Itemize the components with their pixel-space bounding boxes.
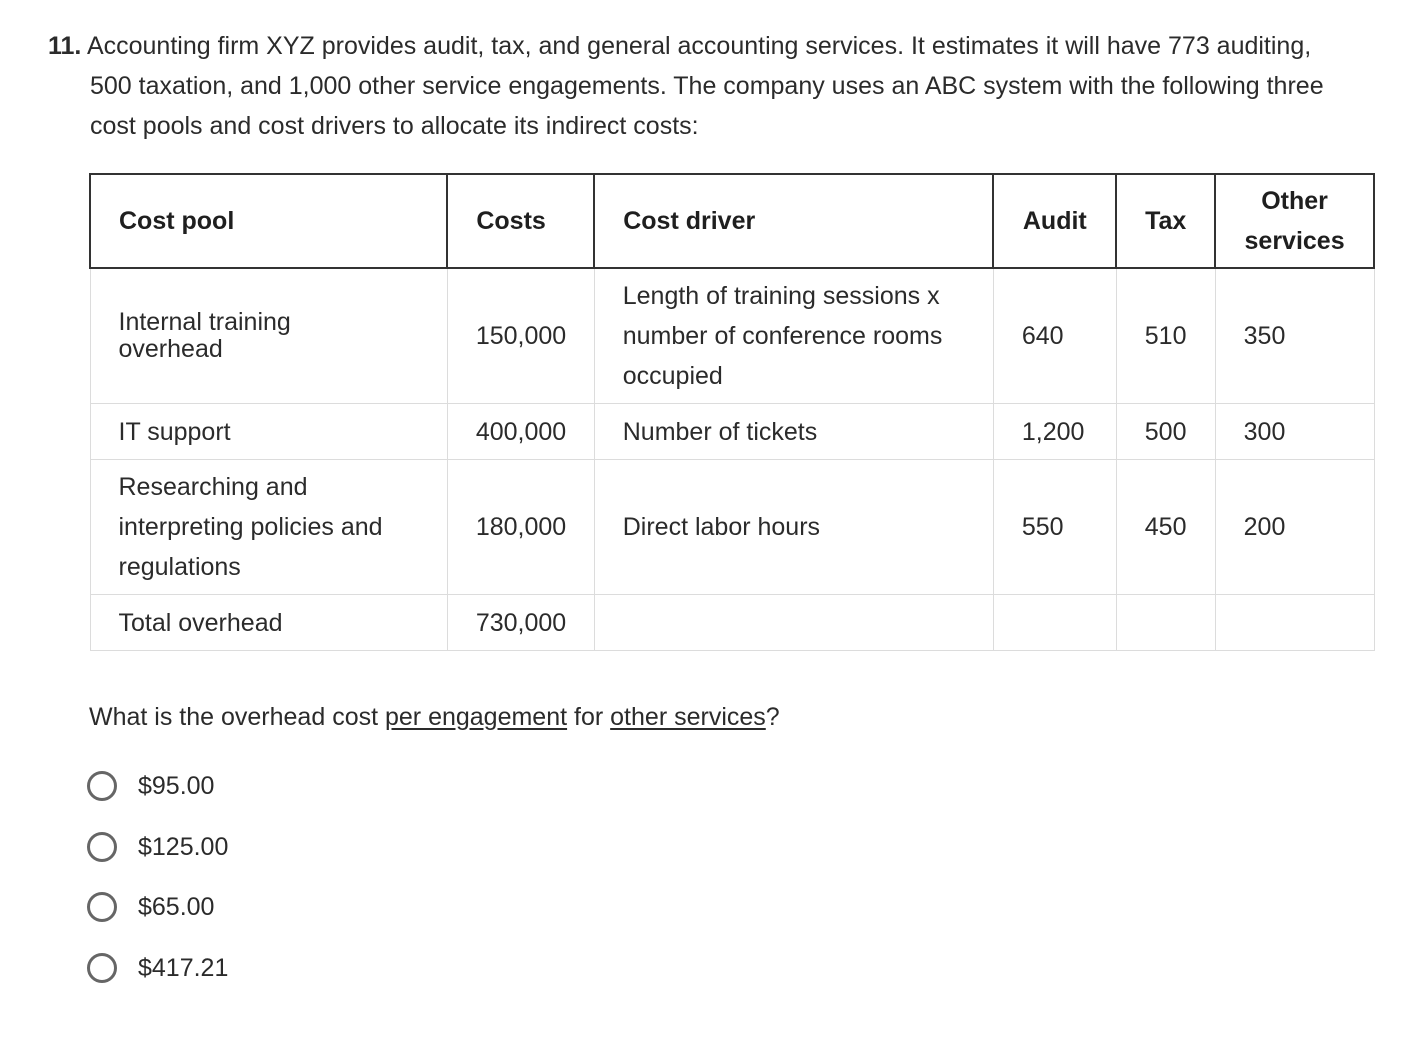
header-tax: Tax: [1116, 174, 1215, 268]
cell-cost-pool: [90, 460, 447, 595]
header-other-line1: Other: [1261, 187, 1328, 215]
cell-tax: 510: [1116, 268, 1215, 404]
cell-audit: 640: [993, 268, 1116, 404]
cell-cost-driver: Direct labor hours: [594, 460, 993, 595]
question-line-1-text: Accounting firm XYZ provides audit, tax, and general accounting services. It estimates it will have 773 auditing,: [81, 32, 1312, 60]
cell-cost-pool: [90, 268, 447, 404]
answer-option-label: $125.00: [138, 832, 229, 861]
header-costs: Costs: [447, 174, 594, 268]
question-line-2: 500 taxation, and 1,000 other service engagements. The company uses an ABC system with the following three: [90, 72, 1324, 100]
cell-cost-pool-line: regulations: [118, 553, 241, 581]
cell-tax: 450: [1116, 460, 1215, 595]
prompt-underline-per-engagement: per engagement: [384, 703, 568, 731]
header-cost-pool: Cost pool: [90, 174, 447, 268]
cell-other-services: 350: [1215, 268, 1374, 404]
cell-cost-driver-line: occupied: [622, 362, 723, 390]
cell-audit: [993, 595, 1116, 651]
answer-option[interactable]: [87, 825, 228, 869]
answer-option[interactable]: [87, 764, 228, 808]
table-row: [90, 460, 1374, 595]
cell-other-services: [1215, 595, 1374, 651]
question-number: 11.: [48, 32, 82, 60]
cell-cost-pool-line: overhead: [118, 335, 223, 363]
cell-cost-driver-line: Length of training sessions x: [622, 282, 940, 310]
question-line-1: [48, 26, 1378, 66]
question-prompt: [89, 697, 780, 737]
cell-cost-driver: [594, 595, 993, 651]
answer-option-label: $65.00: [138, 893, 215, 921]
cell-audit: 550: [993, 460, 1116, 595]
cell-cost-driver: Number of tickets: [594, 404, 993, 460]
answer-option[interactable]: [87, 946, 228, 990]
header-other-services: [1215, 174, 1374, 268]
prompt-text-before: What is the overhead cost: [89, 703, 385, 731]
cell-cost-pool: IT support: [90, 404, 447, 460]
cell-costs: 730,000: [447, 595, 594, 651]
cell-audit: 1,200: [993, 404, 1116, 460]
cell-costs: 180,000: [447, 460, 594, 595]
prompt-text-after: ?: [765, 703, 780, 731]
cell-other-services: 200: [1215, 460, 1374, 595]
cell-cost-pool-line: interpreting policies and: [118, 513, 383, 541]
table-row: [90, 268, 1374, 404]
prompt-text-middle: for: [567, 703, 611, 731]
cell-tax: 500: [1116, 404, 1215, 460]
radio-button[interactable]: [87, 953, 117, 983]
answer-option-label: $417.21: [138, 953, 229, 982]
table-header-row: [90, 174, 1374, 268]
radio-button[interactable]: [87, 832, 117, 862]
question-text: [48, 26, 1378, 146]
question-line-3: cost pools and cost drivers to allocate its indirect costs:: [90, 112, 699, 140]
table-row-total: [90, 595, 1374, 651]
radio-button[interactable]: [87, 771, 117, 801]
cell-cost-pool: Total overhead: [90, 595, 447, 651]
cell-cost-pool-line: Internal training: [118, 308, 291, 336]
prompt-underline-other-services: other services: [610, 703, 766, 731]
header-audit: Audit: [993, 174, 1116, 268]
answer-option[interactable]: [87, 885, 228, 929]
radio-button[interactable]: [87, 892, 117, 922]
header-cost-driver: Cost driver: [594, 174, 993, 268]
header-other-line2: services: [1244, 227, 1345, 255]
answer-options: [87, 764, 228, 1006]
cell-tax: [1116, 595, 1215, 651]
cost-pool-table: [89, 173, 1375, 651]
cell-costs: 150,000: [447, 268, 594, 404]
answer-option-label: $95.00: [138, 772, 215, 800]
table-row: [90, 404, 1374, 460]
cell-cost-pool-line: Researching and: [118, 473, 308, 501]
cell-costs: 400,000: [447, 404, 594, 460]
cell-cost-driver-line: number of conference rooms: [622, 322, 943, 350]
cell-other-services: 300: [1215, 404, 1374, 460]
cell-cost-driver: [594, 268, 993, 404]
